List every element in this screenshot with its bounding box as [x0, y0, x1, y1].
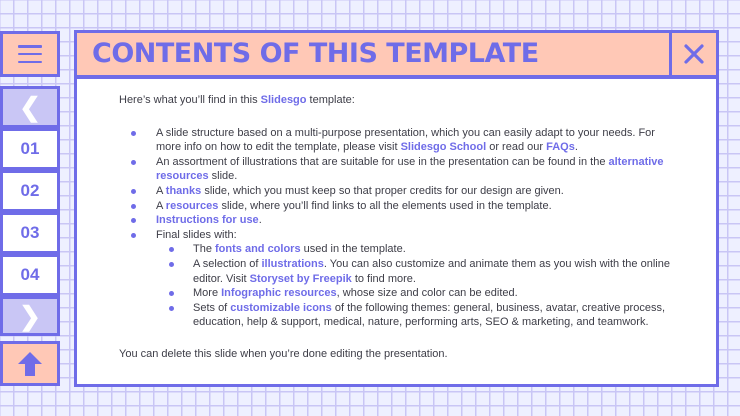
scroll-to-top-button[interactable]	[0, 341, 60, 386]
fonts-and-colors-link[interactable]: fonts and colors	[215, 243, 301, 256]
instructions-link[interactable]: Instructions for use	[156, 214, 259, 227]
nav-item-01[interactable]	[0, 128, 60, 170]
nav-item-04[interactable]	[0, 254, 60, 296]
nav-item-02[interactable]	[0, 170, 60, 212]
sub-list-item: Sets of customizable icons of the following themes: general, business, avatar, creative process, education, help & support, medical, nature, performing arts, SEO & marketing, and teamwork.	[156, 301, 679, 330]
nav-item-label: 02	[20, 181, 40, 200]
list-item: A thanks slide, which you must keep so that proper credits for our design are given.	[119, 184, 679, 199]
list-item: Final slides with: The fonts and colors used in the template. A selection of illustrations. You can also customize and animate them as you wish with the online editor. Visit Storyset by Freepik to find more. More Infographic resources, whose size and color can be edited. Sets of customizable icons of the following themes: general, business, avatar, creative process, education, help & support, medical, nature, performing arts, SEO & marketing, and teamwork.	[119, 228, 679, 330]
chevron-left-icon: ❮	[19, 92, 41, 122]
nav-item-label: 01	[20, 139, 40, 158]
sub-list-item: The fonts and colors used in the template.	[156, 242, 679, 257]
customizable-icons-link[interactable]: customizable icons	[230, 301, 332, 314]
list-item: Instructions for use.	[119, 213, 679, 228]
infographic-resources-link[interactable]: Infographic resources	[221, 287, 337, 300]
sub-list-item: More Infographic resources, whose size and color can be edited.	[156, 286, 679, 301]
close-button[interactable]	[669, 33, 716, 75]
hamburger-menu-icon	[18, 45, 42, 63]
alternative-resources-link[interactable]: alternative resources	[156, 155, 664, 183]
nav-item-03[interactable]	[0, 212, 60, 254]
nav-item-label: 04	[20, 265, 40, 284]
list-item: An assortment of illustrations that are suitable for use in the presentation can be found in the alternative resources slide.	[119, 155, 679, 184]
next-slide-button[interactable]	[0, 296, 60, 336]
slidesgo-link[interactable]: Slidesgo	[260, 94, 307, 106]
illustrations-link[interactable]: illustrations	[261, 257, 324, 270]
final-slides-list	[156, 242, 679, 330]
list-item: A resources slide, where you’ll find links to all the elements used in the template.	[119, 199, 679, 214]
title-bar	[74, 30, 719, 78]
thanks-link[interactable]: thanks	[165, 184, 202, 197]
storyset-link[interactable]: Storyset by Freepik	[249, 272, 352, 285]
outro-text: You can delete this slide when you’re done editing the presentation.	[119, 347, 448, 360]
content-panel	[74, 76, 719, 387]
close-icon	[683, 43, 705, 65]
intro-text: Here’s what you’ll find in this Slidesgo template:	[119, 94, 355, 106]
previous-slide-button[interactable]	[0, 86, 60, 128]
page-title: CONTENTS OF THIS TEMPLATE	[92, 38, 539, 69]
arrow-up-icon	[17, 351, 43, 377]
list-item: A slide structure based on a multi-purpose presentation, which you can easily adapt to your needs. For more info on how to edit the template, please visit Slidesgo School or read our FAQs.	[119, 126, 679, 155]
slidesgo-school-link[interactable]: Slidesgo School	[400, 141, 487, 154]
resources-link[interactable]: resources	[165, 199, 219, 212]
faqs-link[interactable]: FAQs	[546, 141, 575, 154]
contents-list	[119, 126, 679, 330]
chevron-right-icon: ❯	[19, 301, 41, 331]
sub-list-item: A selection of illustrations. You can also customize and animate them as you wish with the online editor. Visit Storyset by Freepik to find more.	[156, 257, 679, 286]
menu-button[interactable]	[0, 31, 60, 77]
content-body	[119, 93, 679, 362]
nav-item-label: 03	[20, 223, 40, 242]
